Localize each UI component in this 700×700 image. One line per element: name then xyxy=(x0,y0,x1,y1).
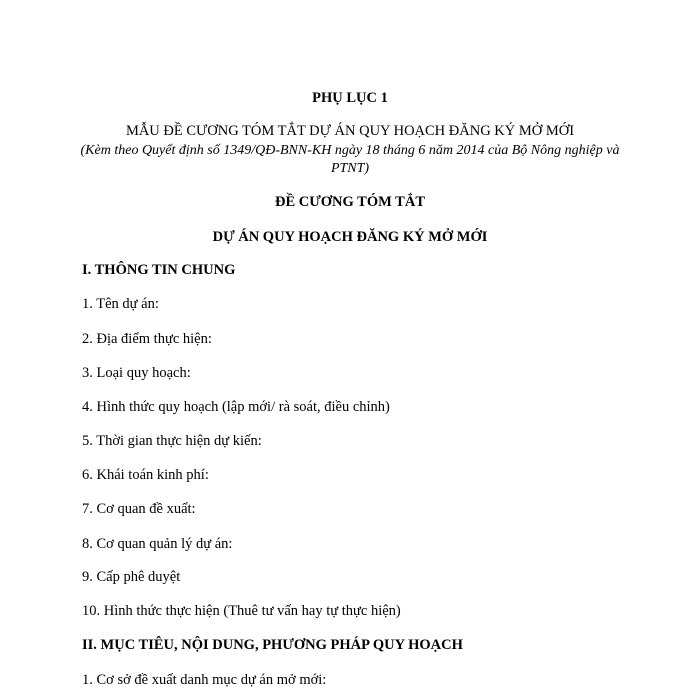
template-title: MẪU ĐỀ CƯƠNG TÓM TẮT DỰ ÁN QUY HOẠCH ĐĂNG KÝ MỞ MỚI xyxy=(125,123,575,139)
appendix-label: PHỤ LỤC 1 xyxy=(312,90,388,106)
section-heading-general-info: I. THÔNG TIN CHUNG xyxy=(82,262,236,278)
list-item: 8. Cơ quan quản lý dự án: xyxy=(82,536,233,552)
list-item: 5. Thời gian thực hiện dự kiến: xyxy=(82,433,262,449)
list-item: 6. Khái toán kinh phí: xyxy=(82,467,209,483)
list-item: 1. Tên dự án: xyxy=(82,296,159,312)
list-item: 7. Cơ quan đề xuất: xyxy=(82,501,196,517)
list-item: 4. Hình thức quy hoạch (lập mới/ rà soát, điều chỉnh) xyxy=(82,399,390,415)
list-item: 1. Cơ sở đề xuất danh mục dự án mở mới: xyxy=(82,672,327,688)
document-title: ĐỀ CƯƠNG TÓM TẮT xyxy=(275,194,425,210)
decision-note: (Kèm theo Quyết định số 1349/QĐ-BNN-KH ngày 18 tháng 6 năm 2014 của Bộ Nông nghiệp và PTNT) xyxy=(80,143,620,176)
list-item: 3. Loại quy hoạch: xyxy=(82,365,191,381)
list-item: 10. Hình thức thực hiện (Thuê tư vấn hay tự thực hiện) xyxy=(82,603,401,619)
list-item: 2. Địa điểm thực hiện: xyxy=(82,331,212,347)
document-subtitle: DỰ ÁN QUY HOẠCH ĐĂNG KÝ MỞ MỚI xyxy=(212,229,488,245)
section-heading-objectives: II. MỤC TIÊU, NỘI DUNG, PHƯƠNG PHÁP QUY HOẠCH xyxy=(82,637,463,653)
list-item: 9. Cấp phê duyệt xyxy=(82,569,181,585)
